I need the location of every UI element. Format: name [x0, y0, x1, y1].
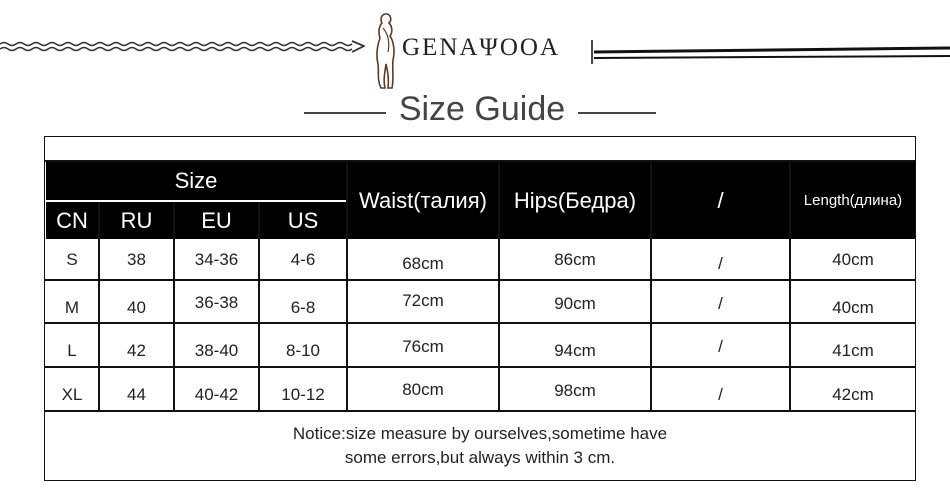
col-header-length: Length(длина) [791, 162, 915, 239]
cell-ru: 44 [127, 385, 146, 404]
cell-waist: 68cm [402, 254, 444, 273]
cell-ru: 40 [127, 298, 146, 317]
cell-eu: 38-40 [194, 341, 239, 360]
cell-us: 8-10 [285, 341, 321, 360]
brand-banner [0, 0, 950, 90]
cell-slash: / [718, 385, 723, 404]
rope-decoration-right [590, 40, 950, 68]
cell-cn: M [64, 298, 80, 317]
cell-length: 42cm [832, 385, 874, 404]
size-guide-heading [300, 88, 660, 134]
title-divider-left [304, 112, 386, 114]
cell-us: 4-6 [290, 250, 316, 269]
cell-slash: / [718, 254, 723, 273]
cell-ru: 42 [127, 341, 146, 360]
notice-line-2: some errors,but always within 3 cm. [344, 448, 616, 467]
cell-waist: 76cm [402, 337, 444, 356]
cell-cn: XL [61, 385, 83, 404]
cell-eu: 34-36 [194, 250, 239, 269]
cell-waist: 72cm [402, 291, 444, 310]
cell-waist: 80cm [402, 380, 444, 399]
cell-hips: 90cm [554, 294, 596, 313]
col-header-eu: EU [175, 202, 258, 239]
col-divider [789, 162, 791, 410]
col-header-slash: / [652, 162, 789, 239]
cell-length: 41cm [832, 341, 874, 360]
rope-decoration-left [0, 40, 365, 54]
cell-us: 6-8 [290, 298, 316, 317]
cell-length: 40cm [832, 298, 874, 317]
col-header-waist: Waist(талия) [348, 162, 498, 239]
cell-length: 40cm [832, 250, 874, 269]
brand-name: GENAΨOOA [402, 34, 561, 61]
col-header-ru: RU [100, 202, 173, 239]
cell-hips: 86cm [554, 250, 596, 269]
cell-cn: S [66, 250, 78, 269]
size-group-header: Size [46, 162, 346, 200]
cell-cn: L [67, 341, 77, 360]
col-header-hips: Hips(Бедра) [500, 162, 650, 239]
cell-ru: 38 [127, 250, 146, 269]
cell-eu: 36-38 [194, 293, 239, 312]
cell-slash: / [718, 294, 723, 313]
notice-line-1: Notice:size measure by ourselves,sometime have [292, 424, 668, 443]
measurement-notice [46, 414, 914, 478]
page-title: Size Guide [398, 90, 566, 128]
cell-hips: 94cm [554, 341, 596, 360]
cell-slash: / [718, 337, 723, 356]
cell-us: 10-12 [281, 385, 325, 404]
cell-hips: 98cm [554, 381, 596, 400]
cell-eu: 40-42 [194, 385, 239, 404]
col-header-us: US [260, 202, 346, 239]
col-header-cn: CN [46, 202, 98, 239]
row-divider [44, 160, 916, 162]
woman-silhouette-logo-icon [368, 12, 404, 90]
title-divider-right [578, 112, 656, 114]
